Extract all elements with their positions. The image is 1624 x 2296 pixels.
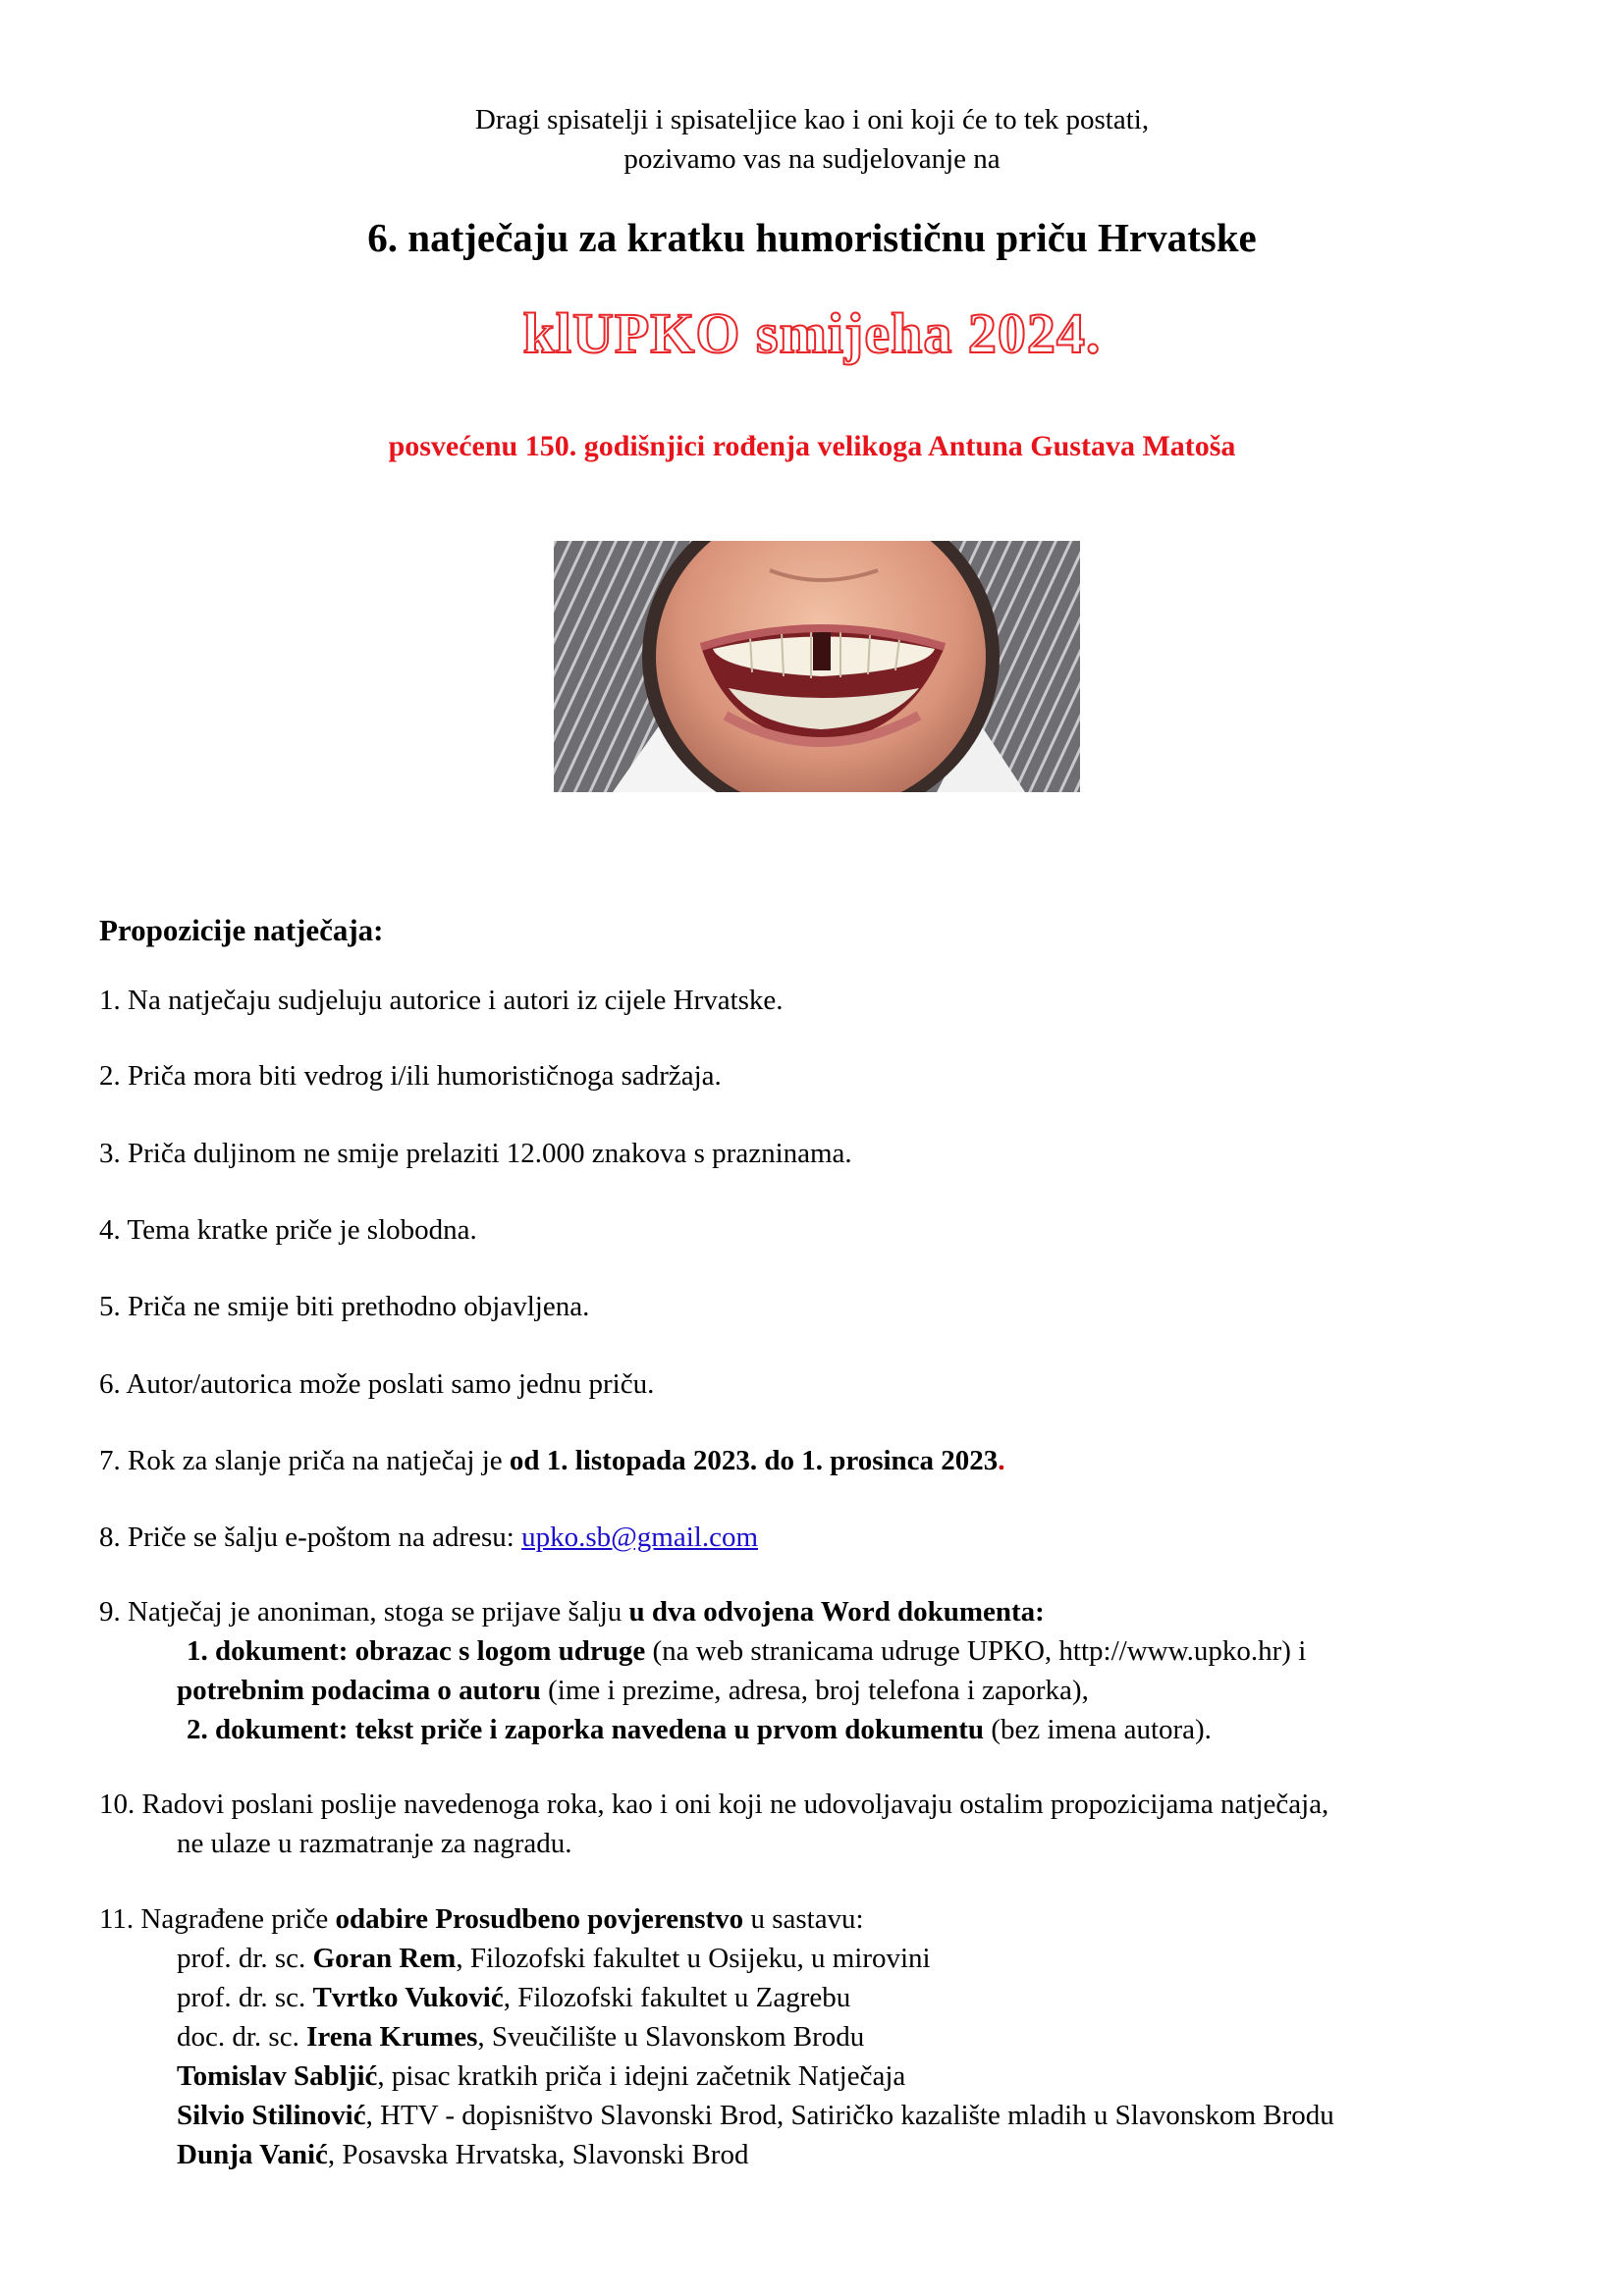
intro-line-1: Dragi spisatelji i spisateljice kao i oni koji će to tek postati, xyxy=(474,104,1150,135)
section-title: Propozicije natječaja: xyxy=(99,913,384,947)
email-link[interactable]: upko.sb@gmail.com xyxy=(521,1522,759,1553)
jury-name: Silvio Stilinović xyxy=(177,2100,366,2131)
jury-name: Goran Rem xyxy=(312,1943,457,1974)
jury-affiliation: , Filozofski fakultet u Osijeku, u mirovini xyxy=(456,1943,931,1974)
rule-item-6: 6. Autor/autorica može poslati samo jednu priču. xyxy=(99,1368,655,1400)
intro-text xyxy=(0,100,1624,179)
rule-item-7 xyxy=(99,1441,1005,1480)
item-9-bold: u dva odvojena Word dokumenta: xyxy=(628,1596,1045,1628)
rule-item-9 xyxy=(99,1592,1045,1631)
doc2-label: 2. dokument: tekst priče i zaporka navedena u prvom dokumentu xyxy=(187,1714,985,1745)
jury-affiliation: , Sveučilište u Slavonskom Brodu xyxy=(477,2021,865,2053)
jury-member xyxy=(177,2017,864,2056)
jury-member xyxy=(177,2135,748,2174)
dedication-line: posvećenu 150. godišnjici rođenja velikoga Antuna Gustava Matoša xyxy=(388,430,1236,462)
item-9-doc1-cont xyxy=(177,1671,1089,1710)
item-11-text: 11. Nagrađene priče xyxy=(99,1903,336,1935)
rule-item-1: 1. Na natječaju sudjeluju autorice i autori iz cijele Hrvatske. xyxy=(99,985,784,1016)
jury-member xyxy=(177,2096,1334,2135)
jury-affiliation: , Filozofski fakultet u Zagrebu xyxy=(503,1982,851,2013)
item-11-suffix: u sastavu: xyxy=(743,1903,864,1935)
rule-item-10: 10. Radovi poslani poslije navedenoga roka, kao i oni koji ne udovoljavaju ostalim propozicijama natječaja, xyxy=(99,1789,1329,1820)
jury-name: Dunja Vanić xyxy=(177,2139,328,2170)
magnifying-glass-smile-icon xyxy=(554,541,1080,792)
jury-name: Tvrtko Vuković xyxy=(312,1982,504,2013)
rule-item-11 xyxy=(99,1899,864,1939)
jury-affiliation: , pisac kratkih priča i idejni začetnik Natječaja xyxy=(377,2060,906,2092)
rule-item-4: 4. Tema kratke priče je slobodna. xyxy=(99,1214,477,1246)
item-7-deadline: od 1. listopada 2023. do 1. prosinca 2023 xyxy=(509,1445,999,1476)
jury-title: doc. dr. sc. xyxy=(177,2021,307,2053)
item-7-text: 7. Rok za slanje priča na natječaj je xyxy=(99,1445,510,1476)
item-8-text: 8. Priče se šalju e-poštom na adresu: xyxy=(99,1522,522,1553)
brand-title: klUPKO smijeha 2024. xyxy=(522,301,1102,365)
jury-member xyxy=(177,2056,905,2096)
doc1b-desc: (ime i prezime, adresa, broj telefona i zaporka), xyxy=(540,1675,1089,1706)
item-7-dot: . xyxy=(998,1445,1005,1476)
rule-item-5: 5. Priča ne smije biti prethodno objavljena. xyxy=(99,1291,590,1322)
jury-affiliation: , HTV - dopisništvo Slavonski Brod, Satiričko kazalište mladih u Slavonskom Brodu xyxy=(365,2100,1334,2131)
item-11-bold: odabire Prosudbeno povjerenstvo xyxy=(335,1903,744,1935)
rule-item-3: 3. Priča duljinom ne smije prelaziti 12.000 znakova s prazninama. xyxy=(99,1138,852,1169)
smile-magnifier-image xyxy=(554,541,1080,792)
jury-title: prof. dr. sc. xyxy=(177,1982,313,2013)
jury-name: Irena Krumes xyxy=(306,2021,478,2053)
competition-title: 6. natječaju za kratku humorističnu priču Hrvatske xyxy=(367,215,1257,260)
jury-member xyxy=(177,1939,931,1978)
item-9-text: 9. Natječaj je anoniman, stoga se prijave šalju xyxy=(99,1596,629,1628)
jury-affiliation: , Posavska Hrvatska, Slavonski Brod xyxy=(327,2139,749,2170)
item-9-doc1 xyxy=(187,1631,1306,1671)
rule-item-2: 2. Priča mora biti vedrog i/ili humorističnoga sadržaja. xyxy=(99,1060,722,1092)
rule-item-8 xyxy=(99,1518,758,1557)
item-10-cont: ne ulaze u razmatranje za nagradu. xyxy=(177,1828,572,1859)
doc1-desc: (na web stranicama udruge UPKO, http://www.upko.hr) i xyxy=(645,1635,1307,1667)
intro-line-2: pozivamo vas na sudjelovanje na xyxy=(623,143,1001,175)
jury-name: Tomislav Sabljić xyxy=(177,2060,378,2092)
item-9-doc2 xyxy=(187,1710,1212,1749)
jury-member xyxy=(177,1978,850,2017)
doc1b-label: potrebnim podacima o autoru xyxy=(177,1675,541,1706)
doc1-label: 1. dokument: obrazac s logom udruge xyxy=(187,1635,646,1667)
jury-title: prof. dr. sc. xyxy=(177,1943,313,1974)
doc2-desc: (bez imena autora). xyxy=(984,1714,1212,1745)
